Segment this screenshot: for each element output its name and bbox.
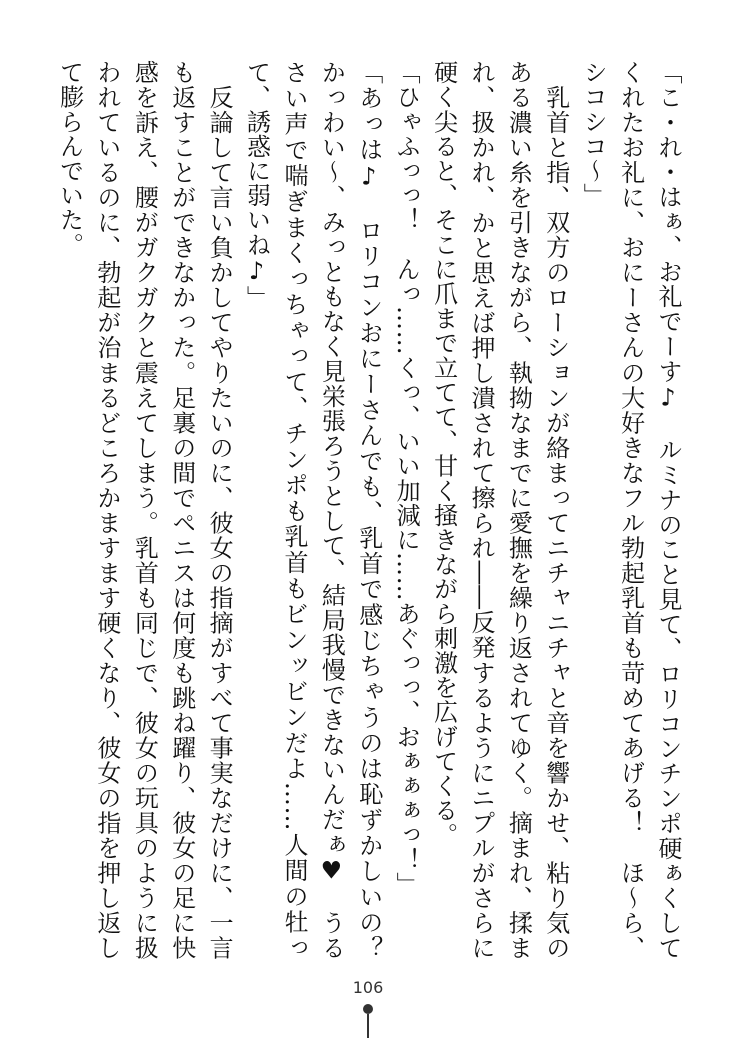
page-ornament-icon	[363, 1004, 373, 1038]
paragraph: 「こ・れ・はぁ、お礼でーす♪ ルミナのこと見て、ロリコンチンポ硬ぁくしてくれたお礼に、おにーさんの大好きなフル勃起乳首も苛めてあげる！ ほ～ら、シコシコ～」	[579, 60, 682, 960]
page-number: 106	[352, 978, 384, 997]
paragraph: 反論して言い負かしてやりたいのに、彼女の指摘がすべて事実なだけに、一言も返すことができなかった。足裏の間でペニスは何度も跳ね躍り、彼女の足に快感を訴え、腰がガクガクと震えてしまう。乳首も同じで、彼女の玩具のように扱われているのに、勃起が治まるどころかますます硬くなり、彼女の指を押し返して膨らんでいた。	[55, 60, 234, 960]
ornament-dot	[363, 1004, 373, 1014]
paragraph: 「あっは♪ ロリコンおにーさんでも、乳首で感じちゃうのは恥ずかしいの？ かっわい～、みっともなく見栄張ろうとして、結局我慢できないんだぁ♥ うるさい声で喘ぎまくっちゃって、チンポも乳首もビンッビンだよ……人間の牡って、誘惑に弱いね♪」	[242, 60, 383, 960]
paragraph	[46, 60, 50, 960]
vertical-body-text	[46, 60, 686, 960]
ornament-stem	[367, 1014, 369, 1038]
paragraph: 「ひゃふっっ！ んっ……くっ、いい加減に……あぐっっ、おぁぁぁっ！」	[392, 60, 421, 897]
paragraph: 乳首と指、双方のローションが絡まってニチャニチャと音を響かせ、粘り気のある濃い糸を引きながら、執拗なまでに愛撫を繰り返されてゆく。摘まれ、揉まれ、扱かれ、かと思えば押し潰されて擦られ――反発するようにニプルがさらに硬く尖ると、そこに爪まで立てて、甘く掻きながら刺激を広げてくる。	[429, 60, 570, 960]
